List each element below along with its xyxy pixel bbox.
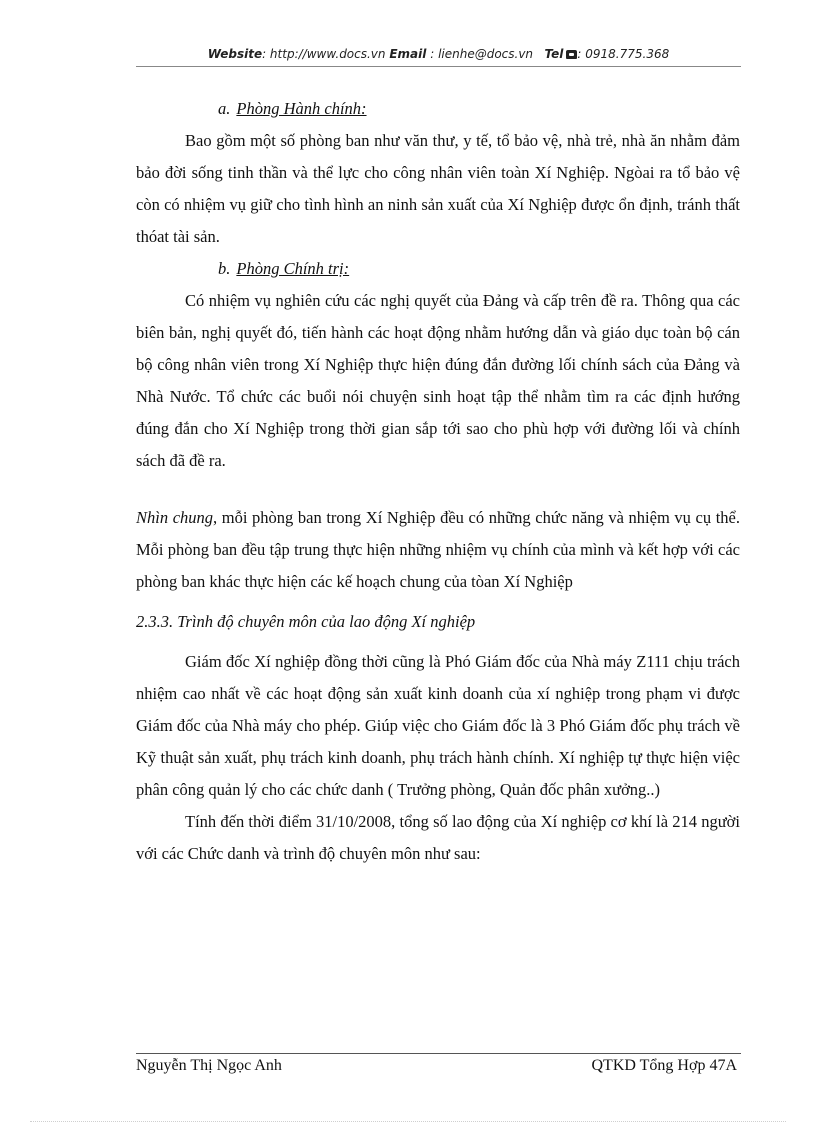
spacer [136, 638, 740, 646]
header-divider [136, 66, 741, 67]
summary-paragraph [136, 502, 740, 598]
spacer [136, 477, 740, 502]
tel-number: : 0918.775.368 [577, 47, 670, 61]
footer-class: QTKD Tổng Hợp 47A [591, 1057, 737, 1074]
footer-author: Nguyễn Thị Ngọc Anh [136, 1057, 282, 1074]
website-label: Website [207, 47, 263, 61]
section-a-label: a. [218, 99, 231, 118]
document-body [136, 93, 740, 870]
page-header [136, 47, 741, 61]
footer-divider [136, 1053, 741, 1054]
section-233-title: 2.3.3. Trình độ chuyên môn của lao động Xí nghiệp [136, 612, 476, 631]
tel-label: Tel [544, 47, 564, 61]
section-a-title: Phòng Hành chính: [236, 99, 367, 118]
telephone-icon [566, 50, 577, 59]
section-233-para1: Giám đốc Xí nghiệp đồng thời cũng là Phó Giám đốc của Nhà máy Z111 chịu trách nhiệm cao nhất về các hoạt động sản xuất kinh doanh của xí nghiệp trong phạm vi được Giám đốc của Nhà máy cho phép. Giúp việc cho Giám đốc là 3 Phó Giám đốc phụ trách về Kỹ thuật sản xuất, phụ trách kinh doanh, phụ trách hành chính. Xí nghiệp tự thực hiện việc phân công quản lý cho các chức danh ( Trưởng phòng, Quản đốc phân xưởng..) [136, 652, 740, 799]
website-url: : http://www.docs.vn [262, 47, 386, 61]
section-b-title: Phòng Chính trị: [236, 259, 350, 278]
section-233-para2: Tính đến thời điểm 31/10/2008, tổng số lao động của Xí nghiệp cơ khí là 214 người với các Chức danh và trình độ chuyên môn như sau: [136, 812, 740, 863]
section-a-heading [136, 93, 740, 125]
summary-lead: Nhìn chung [136, 508, 214, 527]
page-bottom-edge [30, 1121, 786, 1122]
summary-body: , mỗi phòng ban trong Xí Nghiệp đều có những chức năng và nhiệm vụ cụ thể. Mỗi phòng ban đều tập trung thực hiện những nhiệm vụ chính của mình và kết hợp với các phòng ban khác thực hiện các kế hoạch chung của tòan Xí Nghiệp [136, 508, 740, 591]
section-b-heading [136, 253, 740, 285]
section-b-body: Có nhiệm vụ nghiên cứu các nghị quyết của Đảng và cấp trên đề ra. Thông qua các biên bản, nghị quyết đó, tiến hành các hoạt động nhằm hướng dẫn và giáo dục toàn bộ cán bộ công nhân viên trong Xí Nghiệp thực hiện đúng đắn đường lối chính sách của Đảng và Nhà Nước. Tổ chức các buổi nói chuyện sinh hoạt tập thể nhằm tìm ra các định hướng đúng đắn cho Xí Nghiệp trong thời gian sắp tới sao cho phù hợp với đường lối và chính sách đã đề ra. [136, 291, 740, 470]
email-address: : lienhe@docs.vn [426, 47, 534, 61]
spacer [136, 598, 740, 606]
section-b-label: b. [218, 259, 231, 278]
email-label: Email [389, 47, 427, 61]
section-a-body: Bao gồm một số phòng ban như văn thư, y tế, tổ bảo vệ, nhà trẻ, nhà ăn nhằm đảm bảo đời sống tinh thần và thể lực cho công nhân viên toàn Xí Nghiệp. Ngòai ra tổ bảo vệ còn có nhiệm vụ giữ cho tình hình an ninh sản xuất của Xí Nghiệp được ổn định, tránh thất thóat tài sản. [136, 131, 740, 246]
